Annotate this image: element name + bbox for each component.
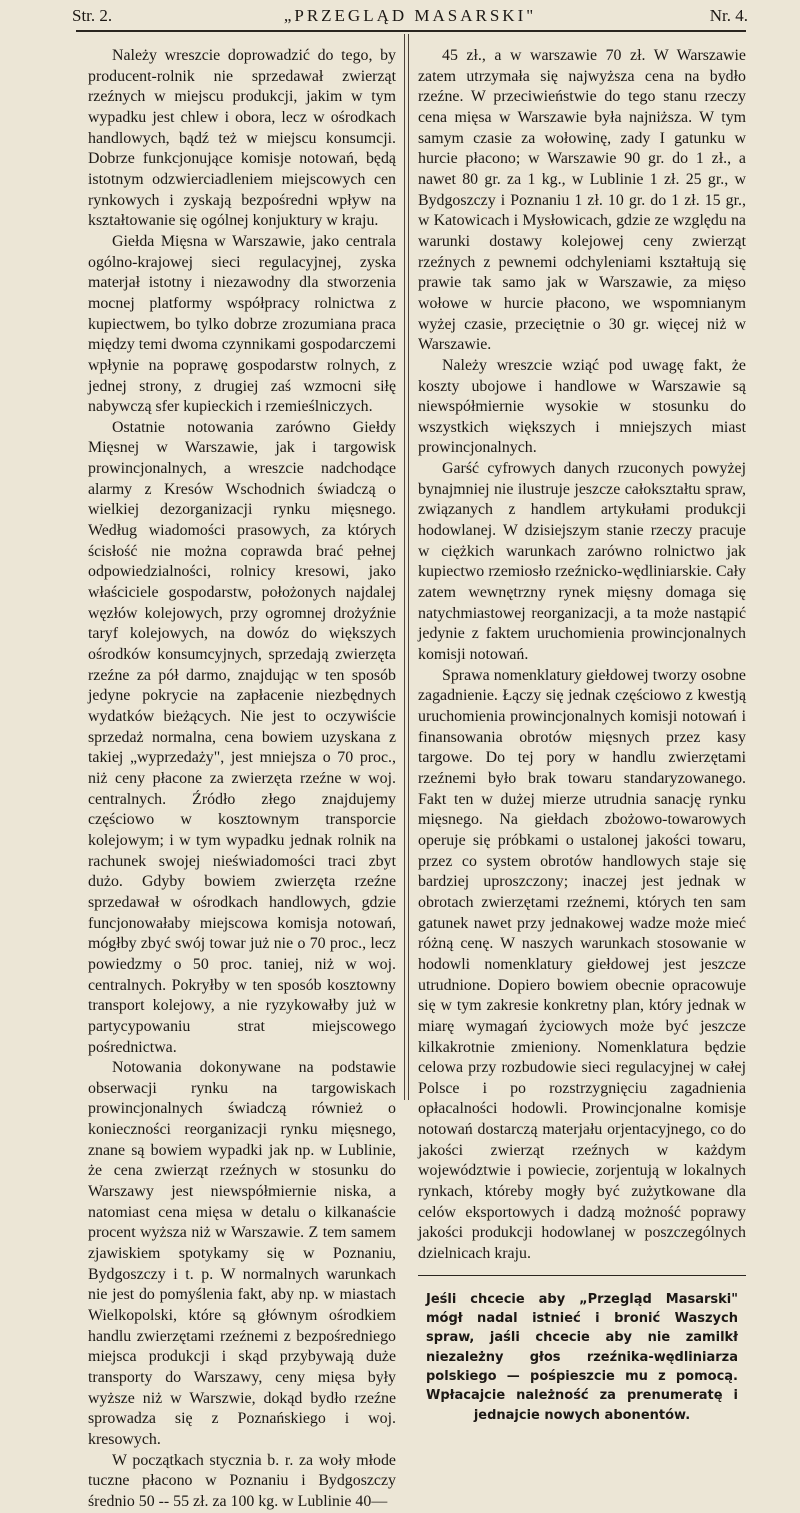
article-paragraph: Należy wreszcie doprowadzić do tego, by producent-rolnik nie sprzedawał zwierząt rzeźnych w miejscu produkcji, jakim w tym wypadku jest chlew i obora, lecz w ośrodkach handlowych, bądź też w miejscu konsumcji. Dobrze funkcjonujące komisje notowań, będą istotnym odzwierciadleniem miejscowych cen rynkowych i zyskają bezpośredni wpływ na kształtowanie się ogólnej konjuktury w kraju. (88, 47, 396, 230)
article-paragraph: Ostatnie notowania zarówno Giełdy Mięsnej w Warszawie, jak i targowisk prowincjonalnych, a wreszcie nadchodące alarmy z Kresów Wschodnich świadczą o wielkiej dezorganizacji rynku mięsnego. Według wiadomości prasowych, za których ścisłość nie można coprawda brać pełnej odpowiedzialności, rolnicy kresowi, jako właściciele gospodarstw, położonych najdalej węzłów kolejowych, przy ogromnej drożyźnie taryf kolejowych, na dowóz do większych ośrodków konsumcyjnych, sprzedają zwierzęta rzeźne za pół darmo, znajdując w ten sposób jedyne pokrycie na zapłacenie niezbędnych wydatków bieżących. Nie jest to oczywiście sprzedaż normalna, cena bowiem uzyskana z takiej „wyprzedaży", jest mniejsza o 70 proc., niż ceny płacone za zwierzęta rzeźne w woj. centralnych. Źródło złego znajdujemy częściowo w kosztownym transporcie kolejowym; i w tym wypadku jednak rolnik na rachunek swojej nieświadomości traci zbyt dużo. Gdyby bowiem zwierzęta rzeźne sprzedawał w ośrodkach handlowych, gdzie funcjonowałaby miejscowa komisja notowań, mógłby zbyć swój towar już nie o 70 proc., lecz powiedzmy o 50 proc. taniej, niż w woj. centralnych. Pokryłby w ten sposób kosztowny transport kolejowy, a nie ryzykowałby już w partycypowaniu strat miejscowego pośrednictwa. (88, 418, 396, 1056)
right-column (418, 46, 746, 1423)
article-paragraph: Sprawa nomenklatury giełdowej tworzy osobne zagadnienie. Łączy się jednak częściowo z kwestją uruchomienia prowincjonalnych komisji notowań i finansowania obrotów mięsnych przez kasy targowe. Do tej pory w handlu zwierzętami rzeźnemi było brak towaru standaryzowanego. Fakt ten w dużej mierze utrudnia sanację rynku mięsnego. Na giełdach zbożowo-towarowych operuje się próbkami o ustalonej jakości towaru, przez co system obrotów handlowych staje się bardziej uproszczony; inaczej jest jednak w obrotach zwierzętami rzeźnemi, których ten sam gatunek nawet przy jednakowej wadze może mieć różną cenę. W naszych warunkach stosowanie w hodowli nomenklatury giełdowej jest jeszcze utrudnione. Dopiero bowiem obecnie opracowuje się w tym zakresie konkretny plan, który jednak w miarę wymagań życiowych może być jeszcze kilkakrotnie zmieniony. Nomenklatura będzie celowa przy rozbudowie sieci regulacyjnej w całej Polsce i po rozstrzygnięciu zagadnienia opłacalności hodowli. Prowincjonalne komisje notowań dostarczą materjału orjentacyjnego, co do jakości zwierząt rzeźnych w każdym województwie i powiecie, zorjentują w lokalnych rynkach, któreby mogły być zużytkowane dla celów eksportowych i dadzą możność poprawy jakości produkcji hodowlanej w poszczególnych dzielnicach kraju. (418, 666, 746, 1263)
article-paragraph: Należy wreszcie wziąć pod uwagę fakt, że koszty ubojowe i handlowe w Warszawie są niewspółmiernie wysokie w stosunku do wszystkich większych i mniejszych miast prowincjonalnych. (418, 356, 746, 457)
article-paragraph: Giełda Mięsna w Warszawie, jako centrala ogólno-krajowej sieci regulacyjnej, zyska materjał istotny i niezawodny dla stworzenia mocnej platformy współpracy rolnictwa z kupiectwem, bo tylko dobrze zrozumiana praca między temi dwoma czynnikami gospodarczemi wpłynie na poprawę gospodarstw rolnych, z jednej strony, z drugiej zaś wzmocni siłę nabywczą sfer kupieckich i rzemieślniczych. (88, 232, 397, 416)
article-paragraph: Garść cyfrowych danych rzuconych powyżej bynajmniej nie ilustruje jeszcze całokształtu spraw, związanych z handlem artykułami produkcji hodowlanej. W dzisiejszym stanie rzeczy pracuje w ciężkich warunkach zarówno rolnictwo jak kupiectwo rzemiosło rzeźnicko-wędliniarskie. Cały zatem wewnętrzny rynek mięsny domaga się natychmiastowej reorganizacji, a ta może nastąpić jedynie z faktem uruchomienia prowincjonalnych komisji notowań. (418, 460, 746, 664)
left-column (88, 46, 397, 1510)
page-header (72, 6, 748, 32)
article-paragraph: Notowania dokonywane na podstawie obserwacji rynku na targowiskach prowincjonalnych świadczą również o konieczności reorganizacji rynku mięsnego, znane są bowiem wypadki jak np. w Lublinie, że cena zwierząt rzeźnych w stosunku do Warszawy jest niewspółmiernie niska, a natomiast cena mięsa w detalu o kilkanaście procent wyższa niż w Warszawie. Z tem samem zjawiskiem spotykamy się w Poznaniu, Bydgoszczy i t. p. W normalnych warunkach nie jest do pomyślenia fakt, aby np. w miastach Wielkopolski, które są głównym ośrodkiem handlu zwierzętami rzeźnemi z bezpośredniego miejsca produkcji i skąd przybywają duże transporty do Warszawy, ceny mięsa były wyższe niż w Warszwie, dokąd bydło rzeźne sprowadza się z Poznańskiego i woj. kresowych. (88, 1059, 396, 1448)
masthead-title: „PRZEGLĄD MASARSKI" (283, 6, 537, 25)
page-number: Str. 2. (72, 6, 113, 25)
article-paragraph: W początkach stycznia b. r. za woły młode tuczne płacono w Poznaniu i Bydgoszczy średnio 50 -- 55 zł. za 100 kg. w Lublinie 40— (88, 1451, 396, 1510)
section-rule (418, 1275, 746, 1276)
column-divider (408, 34, 409, 1100)
issue-number: Nr. 4. (709, 6, 748, 25)
subscription-appeal: Jeśli chcecie aby „Przegląd Masarski" mógł nadal istnieć i bronić Waszych spraw, jaśli chcecie aby nie zamilkł niezależny głos rzeźnika-wędliniarza polskiego — pośpieszcie mu z pomocą. Wpłacajcie należność za prenumeratę i jednajcie nowych abonentów. (426, 1291, 738, 1423)
column-divider (404, 34, 405, 1100)
header-rule (76, 30, 746, 32)
article-paragraph: 45 zł., a w warszawie 70 zł. W Warszawie zatem utrzymała się najwyższa cena na bydło rzeźne. W przeciwieństwie do tego stanu rzeczy cena mięsa w Warszawie była najniższa. W tym samym czasie za wołowinę, zady I gatunku w hurcie płacono; w Warszawie 90 gr. do 1 zł., a nawet 80 gr. za 1 kg., w Lublinie 1 zł. 25 gr., w Bydgoszczy i Poznaniu 1 zł. 10 gr. do 1 zł. 15 gr., w Katowicach i Mysłowicach, gdzie ze względu na warunki dostawy kolejowej ceny zwierząt rzeźnych z pewnemi odchyleniami kształtują się prawie tak samo jak w Warszawie, za mięso wołowe w hurcie płacono, we wspomnianym wyżej czasie, przeciętnie o 30 gr. więcej niż w Warszawie. (418, 47, 746, 354)
